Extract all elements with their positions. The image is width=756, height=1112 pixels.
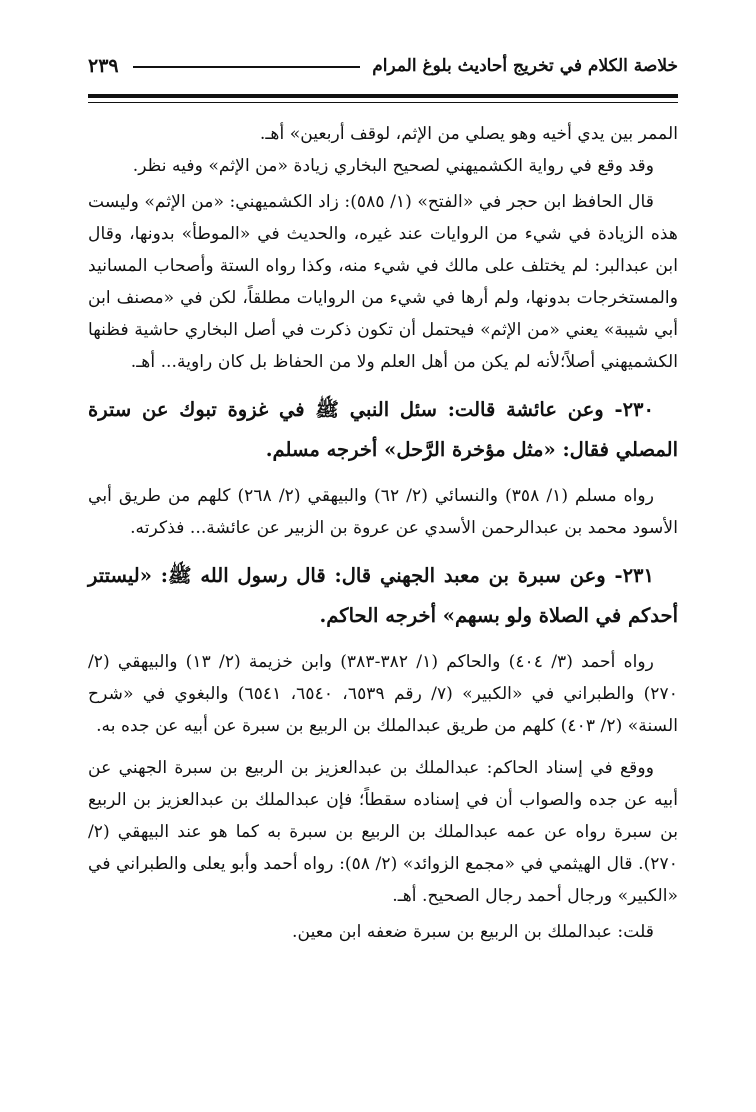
- page-body: [88, 118, 678, 948]
- paragraph-conclusion: قلت: عبدالملك بن الربيع بن سبرة ضعفه ابن معين.: [292, 922, 654, 942]
- paragraph-continuation: الممر بين يدي أخيه وهو يصلي من الإثم، لوقف أربعين» أهـ.: [259, 124, 678, 144]
- takhrij-231: رواه أحمد (٣/ ٤٠٤) والحاكم (١/ ٣٨٢-٣٨٣) وابن خزيمة (٢/ ١٣) والبيهقي (٢/ ٢٧٠) والطبراني في «الكبير» (٧/ رقم ٦٥٣٩، ٦٥٤٠، ٦٥٤١) والبغوي في «شرح السنة» (٢/ ٤٠٣) كلهم من طريق عبدالملك بن الربيع بن سبرة عن أبيه عن جده به.: [88, 652, 678, 736]
- page-number: ٢٣٩: [88, 55, 119, 77]
- header-rule: [133, 66, 361, 68]
- paragraph-ibn-hajar-quote: قال الحافظ ابن حجر في «الفتح» (١/ ٥٨٥): زاد الكشميهني: «من الإثم» وليست هذه الزيادة في شيء من الروايات عند غيره، والحديث في «الموطأ» بدونها، وقال ابن عبدالبر: لم يختلف على مالك في شيء منه، وكذا رواه الستة وأصحاب المسانيد والمستخرجات بدونها، ولم أرها في شيء من الروايات مطلقاً، لكن في «مصنف ابن أبي شيبة» يعني «من الإثم» فيحتمل أن تكون ذكرت في أصل البخاري حاشية فظنها الكشميهني أصلاً؛لأنه لم يكن من أهل العلم ولا من الحفاظ بل كان راوية... أهـ.: [88, 192, 678, 372]
- hadith-231: ٢٣١- وعن سبرة بن معبد الجهني قال: قال رسول الله ﷺ: «ليستتر أحدكم في الصلاة ولو بسهم» أخرجه الحاكم.: [88, 564, 678, 627]
- paragraph-isnad-note: ووقع في إسناد الحاكم: عبدالملك بن عبدالعزيز بن الربيع بن سبرة الجهني عن أبيه عن جده والصواب أن في إسناده سقطاً؛ فإن عبدالملك بن عبدالعزيز بن الربيع بن سبرة رواه عن عمه عبدالملك بن الربيع بن سبرة به كما هو عند البيهقي (٢/ ٢٧٠). قال الهيثمي في «مجمع الزوائد» (٢/ ٥٨): رواه أحمد وأبو يعلى والطبراني في «الكبير» ورجال أحمد رجال الصحيح. أهـ.: [88, 758, 678, 906]
- paragraph-note: وقد وقع في رواية الكشميهني لصحيح البخاري زيادة «من الإثم» وفيه نظر.: [132, 156, 654, 176]
- running-title: خلاصة الكلام في تخريج أحاديث بلوغ المرام: [372, 56, 678, 76]
- takhrij-230: رواه مسلم (١/ ٣٥٨) والنسائي (٢/ ٦٢) والبيهقي (٢/ ٢٦٨) كلهم من طريق أبي الأسود محمد بن عبدالرحمن الأسدي عن عروة بن الزبير عن عائشة... فذكرته.: [88, 486, 678, 538]
- page-header: [88, 52, 678, 80]
- header-divider: [88, 94, 678, 103]
- hadith-230: ٢٣٠- وعن عائشة قالت: سئل النبي ﷺ في غزوة تبوك عن سترة المصلي فقال: «مثل مؤخرة الرَّحل» أخرجه مسلم.: [88, 398, 678, 461]
